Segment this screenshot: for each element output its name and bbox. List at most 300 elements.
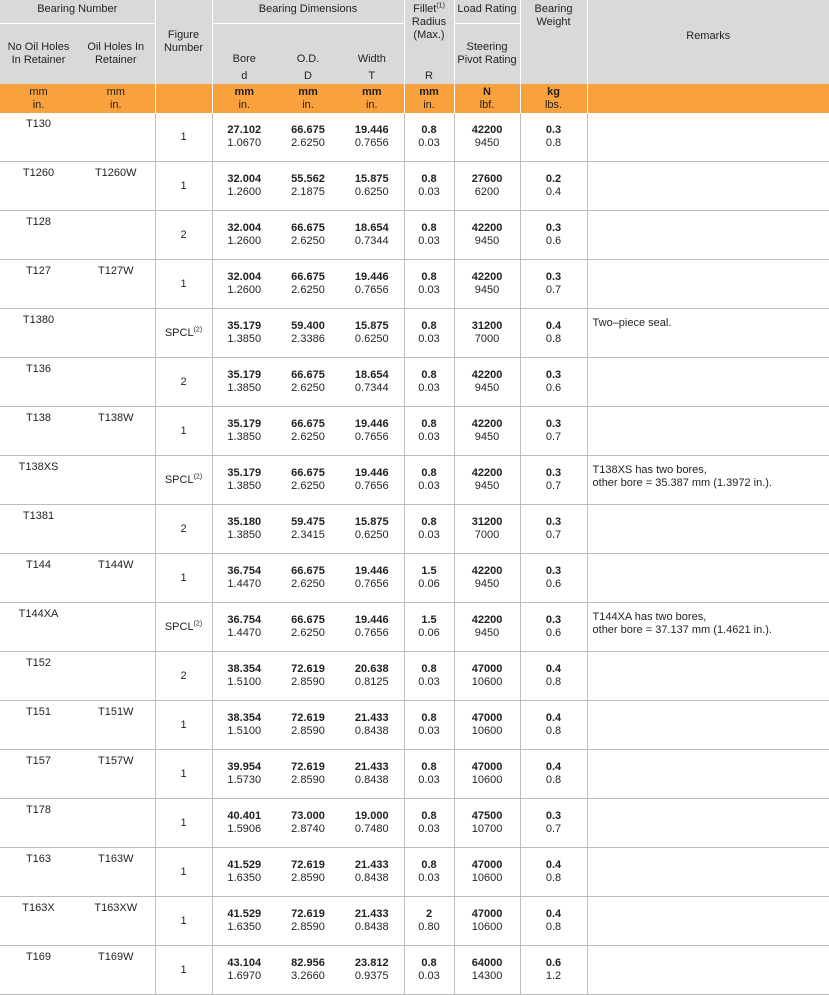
load-lbf-value: 10600 [471, 774, 503, 786]
load-n-value: 27600 [471, 173, 503, 185]
cell-width [340, 946, 404, 995]
cell-remarks [587, 897, 829, 946]
oil-value: T1260W [94, 167, 137, 179]
width-mm-value: 21.433 [354, 761, 389, 773]
cell-width [340, 701, 404, 750]
cell-bore [212, 505, 276, 554]
load-lbf-value: 9450 [474, 627, 500, 639]
wt-lbs-value: 0.7 [545, 529, 562, 541]
cell-load [454, 211, 520, 260]
width-mm-value: 18.654 [354, 222, 389, 234]
width-mm-value: 19.446 [354, 467, 389, 479]
cell-oil [77, 750, 155, 799]
cell-figure [155, 505, 212, 554]
cell-load [454, 505, 520, 554]
figure-value: 1 [180, 424, 187, 437]
remark2-value: other bore = 35.387 mm (1.3972 in.). [592, 477, 772, 489]
units-fillet: mm in. [404, 84, 454, 113]
wt-kg-value: 0.3 [545, 810, 562, 822]
r-mm-value: 0.8 [421, 173, 437, 185]
od-in-value: 2.8590 [291, 725, 325, 737]
cell-oil [77, 505, 155, 554]
width-in-value: 0.6250 [354, 333, 389, 345]
cell-no-oil [0, 309, 77, 358]
load-n-value: 47000 [471, 663, 503, 675]
cell-figure [155, 701, 212, 750]
od-in-value: 2.8740 [291, 823, 325, 835]
bore-mm-value: 43.104 [227, 957, 262, 969]
cell-width [340, 799, 404, 848]
cell-figure [155, 946, 212, 995]
cell-bore [212, 946, 276, 995]
table-row [0, 554, 829, 603]
cell-remarks [587, 750, 829, 799]
figure-value: SPCL [164, 620, 194, 633]
units-od: mm in. [276, 84, 340, 113]
cell-od [276, 113, 340, 162]
cell-no-oil [0, 162, 77, 211]
cell-bore [212, 456, 276, 505]
cell-fillet [404, 309, 454, 358]
r-mm-value: 0.8 [421, 320, 437, 332]
cell-od [276, 260, 340, 309]
width-in-value: 0.7656 [354, 627, 389, 639]
wt-kg-value: 0.4 [545, 859, 562, 871]
r-mm-value: 0.8 [421, 222, 437, 234]
od-mm-value: 66.675 [291, 467, 325, 479]
bore-mm-value: 35.179 [227, 418, 262, 430]
cell-no-oil [0, 358, 77, 407]
figure-value: 1 [180, 130, 187, 143]
r-in-value: 0.03 [418, 970, 440, 982]
od-mm-value: 66.675 [291, 124, 325, 136]
bore-in-value: 1.5730 [227, 774, 262, 786]
wt-kg-value: 0.4 [545, 908, 562, 920]
width-mm-value: 19.446 [354, 614, 389, 626]
r-in-value: 0.03 [418, 235, 440, 247]
load-n-value: 42200 [471, 124, 503, 136]
cell-load [454, 162, 520, 211]
width-mm-value: 19.000 [354, 810, 389, 822]
width-in-value: 0.8438 [354, 921, 389, 933]
cell-fillet [404, 750, 454, 799]
cell-remarks [587, 309, 829, 358]
cell-figure [155, 799, 212, 848]
wt-lbs-value: 0.6 [545, 578, 562, 590]
oil-value: T138W [98, 412, 134, 424]
cell-figure [155, 211, 212, 260]
cell-width [340, 554, 404, 603]
od-mm-value: 72.619 [291, 663, 325, 675]
table-row [0, 603, 829, 652]
od-mm-value: 72.619 [291, 859, 325, 871]
od-mm-value: 73.000 [291, 810, 325, 822]
cell-remarks [587, 260, 829, 309]
cell-weight [520, 505, 587, 554]
cell-bore [212, 897, 276, 946]
cell-width [340, 848, 404, 897]
bore-in-value: 1.5100 [227, 676, 262, 688]
bore-in-value: 1.2600 [227, 235, 262, 247]
cell-remarks [587, 946, 829, 995]
cell-fillet [404, 652, 454, 701]
cell-weight [520, 750, 587, 799]
load-n-value: 64000 [471, 957, 503, 969]
cell-weight [520, 897, 587, 946]
wt-kg-value: 0.3 [545, 124, 562, 136]
wt-kg-value: 0.4 [545, 320, 562, 332]
r-mm-value: 2 [425, 908, 433, 920]
bore-mm-value: 35.179 [227, 369, 262, 381]
cell-remarks [587, 554, 829, 603]
cell-od [276, 750, 340, 799]
cell-load [454, 456, 520, 505]
cell-oil [77, 456, 155, 505]
figure-value: 1 [180, 718, 187, 731]
no-oil-value: T1380 [22, 314, 55, 326]
load-n-value: 47000 [471, 712, 503, 724]
load-lbf-value: 10600 [471, 725, 503, 737]
cell-od [276, 554, 340, 603]
load-lbf-value: 10600 [471, 872, 503, 884]
figure-value: SPCL [164, 326, 194, 339]
cell-no-oil [0, 799, 77, 848]
r-mm-value: 0.8 [421, 516, 437, 528]
no-oil-value: T169 [25, 951, 52, 963]
r-in-value: 0.03 [418, 725, 440, 737]
cell-no-oil [0, 603, 77, 652]
cell-load [454, 701, 520, 750]
cell-width [340, 603, 404, 652]
bore-mm-value: 38.354 [227, 712, 262, 724]
od-mm-value: 66.675 [291, 418, 325, 430]
bore-in-value: 1.2600 [227, 284, 262, 296]
od-in-value: 2.6250 [291, 480, 325, 492]
figure-value: 1 [180, 914, 187, 927]
figure-value: 1 [180, 816, 187, 829]
cell-load [454, 260, 520, 309]
figure-value: 1 [180, 767, 187, 780]
no-oil-value: T130 [25, 118, 52, 130]
figure-value: 2 [180, 669, 187, 682]
cell-oil [77, 603, 155, 652]
r-mm-value: 0.8 [421, 761, 437, 773]
cell-weight [520, 456, 587, 505]
cell-fillet [404, 162, 454, 211]
cell-oil [77, 554, 155, 603]
od-in-value: 2.6250 [291, 137, 325, 149]
table-row [0, 456, 829, 505]
cell-fillet [404, 260, 454, 309]
width-in-value: 0.9375 [354, 970, 389, 982]
od-in-value: 2.6250 [291, 284, 325, 296]
width-in-value: 0.8438 [354, 725, 389, 737]
bore-mm-value: 35.179 [227, 467, 262, 479]
load-lbf-value: 9450 [474, 578, 500, 590]
table-row [0, 799, 829, 848]
load-n-value: 42200 [471, 222, 503, 234]
units-oil: mm in. [77, 84, 155, 113]
figure-value: 2 [180, 375, 187, 388]
figure-value: 1 [180, 277, 187, 290]
cell-od [276, 799, 340, 848]
od-in-value: 2.1875 [291, 186, 325, 198]
steering-pivot-heading: Steering Pivot Rating [454, 24, 520, 85]
cell-no-oil [0, 750, 77, 799]
load-rating-heading: Load Rating [454, 0, 520, 24]
load-n-value: 47500 [471, 810, 503, 822]
cell-od [276, 162, 340, 211]
bore-in-value: 1.3850 [227, 431, 262, 443]
r-in-value: 0.03 [418, 872, 440, 884]
cell-no-oil [0, 211, 77, 260]
cell-remarks [587, 211, 829, 260]
no-oil-value: T144 [25, 559, 52, 571]
od-mm-value: 66.675 [291, 369, 325, 381]
width-in-value: 0.7480 [354, 823, 389, 835]
cell-figure [155, 260, 212, 309]
bore-in-value: 1.6350 [227, 921, 262, 933]
cell-load [454, 897, 520, 946]
oil-value: T144W [98, 559, 134, 571]
od-mm-value: 72.619 [291, 908, 325, 920]
cell-bore [212, 750, 276, 799]
cell-figure [155, 897, 212, 946]
remarks-heading: Remarks [587, 0, 829, 84]
width-in-value: 0.7656 [354, 137, 389, 149]
cell-load [454, 309, 520, 358]
bore-in-value: 1.2600 [227, 186, 262, 198]
cell-bore [212, 358, 276, 407]
r-mm-value: 0.8 [421, 810, 437, 822]
no-oil-value: T178 [25, 804, 52, 816]
table-row [0, 505, 829, 554]
cell-fillet [404, 358, 454, 407]
bore-in-value: 1.4470 [227, 627, 262, 639]
r-mm-value: 0.8 [421, 418, 437, 430]
cell-fillet [404, 554, 454, 603]
width-mm-value: 15.875 [354, 516, 389, 528]
cell-remarks [587, 407, 829, 456]
no-oil-value: T138 [25, 412, 52, 424]
cell-figure [155, 652, 212, 701]
r-in-value: 0.03 [418, 480, 440, 492]
load-lbf-value: 7000 [474, 529, 500, 541]
width-mm-value: 19.446 [354, 271, 389, 283]
od-in-value: 2.6250 [291, 235, 325, 247]
bore-symbol: d [212, 68, 276, 84]
wt-kg-value: 0.3 [545, 369, 562, 381]
cell-oil [77, 652, 155, 701]
wt-lbs-value: 0.8 [545, 921, 562, 933]
cell-width [340, 113, 404, 162]
wt-lbs-value: 0.8 [545, 725, 562, 737]
remark1-value: T138XS has two bores, [592, 464, 707, 476]
cell-remarks [587, 162, 829, 211]
load-lbf-value: 9450 [474, 235, 500, 247]
wt-kg-value: 0.4 [545, 761, 562, 773]
oil-value: T163W [98, 853, 134, 865]
wt-lbs-value: 0.7 [545, 823, 562, 835]
cell-remarks [587, 456, 829, 505]
oil-value: T127W [98, 265, 134, 277]
wt-kg-value: 0.3 [545, 418, 562, 430]
cell-figure [155, 407, 212, 456]
table-row [0, 162, 829, 211]
od-in-value: 2.6250 [291, 627, 325, 639]
bore-mm-value: 27.102 [227, 124, 262, 136]
cell-width [340, 309, 404, 358]
remark1-value: Two–piece seal. [592, 317, 672, 329]
cell-remarks [587, 701, 829, 750]
r-in-value: 0.03 [418, 186, 440, 198]
no-oil-value: T144XA [18, 608, 59, 620]
cell-od [276, 897, 340, 946]
od-mm-value: 66.675 [291, 271, 325, 283]
table-row [0, 946, 829, 995]
bore-in-value: 1.5906 [227, 823, 262, 835]
cell-od [276, 505, 340, 554]
load-n-value: 42200 [471, 614, 503, 626]
bore-in-value: 1.5100 [227, 725, 262, 737]
od-symbol: D [276, 68, 340, 84]
od-heading: O.D. [276, 24, 340, 69]
od-mm-value: 59.400 [291, 320, 325, 332]
load-lbf-value: 10600 [471, 921, 503, 933]
cell-bore [212, 309, 276, 358]
cell-no-oil [0, 946, 77, 995]
table-row [0, 211, 829, 260]
cell-oil [77, 946, 155, 995]
load-lbf-value: 9450 [474, 480, 500, 492]
width-in-value: 0.8125 [354, 676, 389, 688]
cell-no-oil [0, 701, 77, 750]
width-mm-value: 21.433 [354, 712, 389, 724]
od-in-value: 2.6250 [291, 431, 325, 443]
load-n-value: 31200 [471, 320, 503, 332]
no-oil-holes-heading: No Oil Holes In Retainer [0, 24, 77, 85]
od-mm-value: 72.619 [291, 761, 325, 773]
load-n-value: 42200 [471, 467, 503, 479]
wt-kg-value: 0.4 [545, 663, 562, 675]
r-mm-value: 0.8 [421, 712, 437, 724]
cell-weight [520, 554, 587, 603]
remark1-value: T144XA has two bores, [592, 611, 707, 623]
cell-oil [77, 407, 155, 456]
cell-od [276, 211, 340, 260]
no-oil-value: T1381 [22, 510, 55, 522]
cell-weight [520, 211, 587, 260]
r-mm-value: 0.8 [421, 859, 437, 871]
cell-width [340, 260, 404, 309]
r-in-value: 0.03 [418, 676, 440, 688]
cell-oil [77, 799, 155, 848]
wt-kg-value: 0.2 [545, 173, 562, 185]
bore-mm-value: 40.401 [227, 810, 262, 822]
wt-kg-value: 0.3 [545, 614, 562, 626]
r-in-value: 0.06 [418, 627, 440, 639]
load-n-value: 47000 [471, 908, 503, 920]
cell-load [454, 799, 520, 848]
cell-fillet [404, 456, 454, 505]
wt-lbs-value: 1.2 [545, 970, 562, 982]
cell-width [340, 652, 404, 701]
bearing-dimensions-heading: Bearing Dimensions [212, 0, 404, 24]
od-in-value: 3.2660 [291, 970, 325, 982]
bore-mm-value: 36.754 [227, 565, 262, 577]
oil-holes-heading: Oil Holes In Retainer [77, 24, 155, 85]
cell-load [454, 407, 520, 456]
cell-oil [77, 211, 155, 260]
width-in-value: 0.6250 [354, 529, 389, 541]
cell-weight [520, 309, 587, 358]
figure-value: SPCL [164, 473, 194, 486]
r-in-value: 0.03 [418, 137, 440, 149]
no-oil-value: T157 [25, 755, 52, 767]
wt-kg-value: 0.3 [545, 516, 562, 528]
bore-mm-value: 36.754 [227, 614, 262, 626]
cell-bore [212, 260, 276, 309]
oil-value: T157W [98, 755, 134, 767]
cell-od [276, 652, 340, 701]
r-mm-value: 0.8 [421, 467, 437, 479]
table-row [0, 407, 829, 456]
cell-bore [212, 113, 276, 162]
bore-mm-value: 32.004 [227, 173, 262, 185]
cell-fillet [404, 701, 454, 750]
table-row [0, 260, 829, 309]
r-in-value: 0.03 [418, 529, 440, 541]
r-in-value: 0.06 [418, 578, 440, 590]
figure-value: 1 [180, 865, 187, 878]
width-mm-value: 23.812 [354, 957, 389, 969]
width-mm-value: 21.433 [354, 908, 389, 920]
od-mm-value: 55.562 [291, 173, 325, 185]
table-row [0, 701, 829, 750]
cell-weight [520, 603, 587, 652]
cell-remarks [587, 848, 829, 897]
width-mm-value: 19.446 [354, 124, 389, 136]
load-lbf-value: 9450 [474, 382, 500, 394]
wt-kg-value: 0.4 [545, 712, 562, 724]
fillet-symbol: R [404, 68, 454, 84]
cell-figure [155, 309, 212, 358]
cell-width [340, 750, 404, 799]
cell-oil [77, 260, 155, 309]
bore-mm-value: 38.354 [227, 663, 262, 675]
od-in-value: 2.8590 [291, 676, 325, 688]
bore-in-value: 1.6970 [227, 970, 262, 982]
cell-bore [212, 848, 276, 897]
cell-no-oil [0, 407, 77, 456]
cell-weight [520, 162, 587, 211]
table-row [0, 848, 829, 897]
cell-figure [155, 113, 212, 162]
cell-weight [520, 652, 587, 701]
load-n-value: 42200 [471, 565, 503, 577]
width-mm-value: 15.875 [354, 173, 389, 185]
r-in-value: 0.03 [418, 284, 440, 296]
cell-bore [212, 652, 276, 701]
wt-lbs-value: 0.7 [545, 480, 562, 492]
cell-od [276, 358, 340, 407]
cell-no-oil [0, 505, 77, 554]
cell-load [454, 750, 520, 799]
width-in-value: 0.6250 [354, 186, 389, 198]
bore-mm-value: 35.180 [227, 516, 262, 528]
bore-mm-value: 39.954 [227, 761, 262, 773]
wt-kg-value: 0.3 [545, 271, 562, 283]
